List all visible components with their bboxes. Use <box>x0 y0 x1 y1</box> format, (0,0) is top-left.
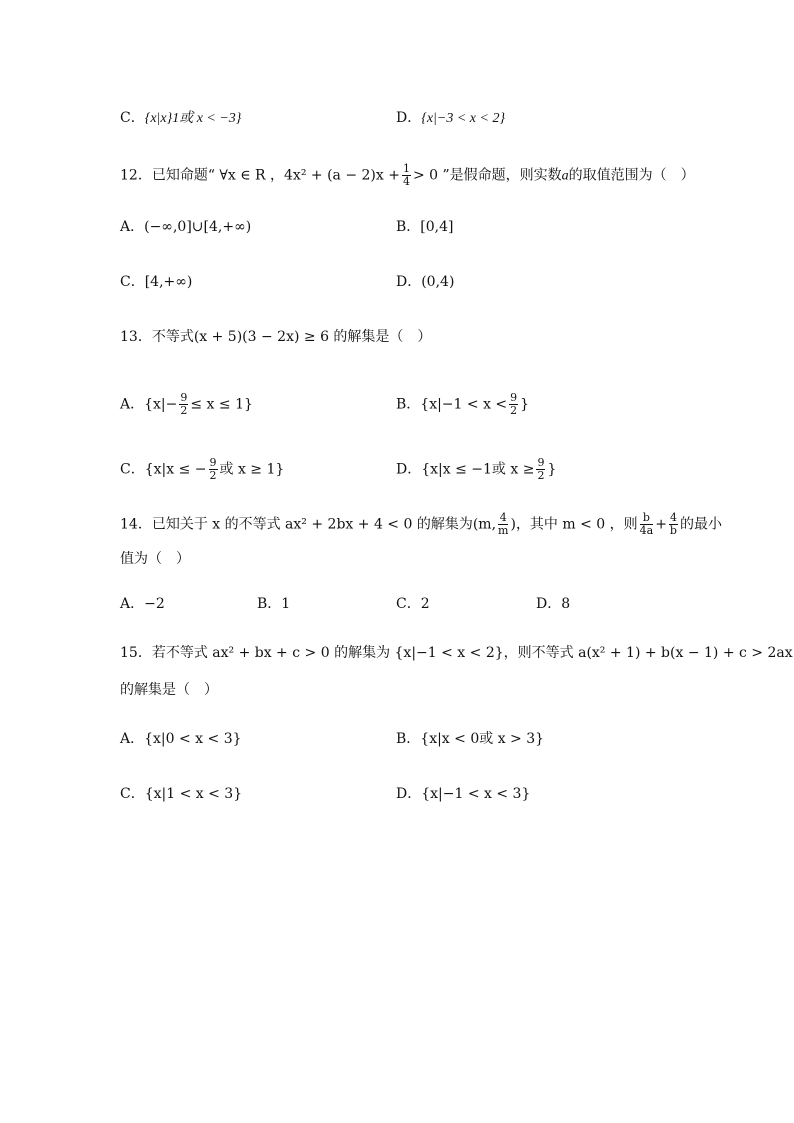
q15-option-b: B．{x|x < 0或 x > 3} <box>396 731 545 747</box>
fraction-denominator: 2 <box>180 404 188 417</box>
fraction-numerator: 4 <box>499 511 507 524</box>
q12-option-b: B．[0,4] <box>396 219 454 235</box>
fraction-denominator: 4a <box>639 524 654 537</box>
option-fraction <box>209 457 218 482</box>
q15-stem-line1: 15．若不等式 ax² + bx + c > 0 的解集为 {x|−1 < x < 2}，则不等式 a(x² + 1) + b(x − 1) + c > 2ax <box>120 645 793 661</box>
option-fraction <box>179 392 188 417</box>
fraction-numerator: 9 <box>510 391 518 404</box>
q12-option-d: D．(0,4) <box>396 274 455 290</box>
fraction-numerator: 4 <box>669 511 677 524</box>
q12-stem-part2: > 0 ”是假命题，则实数 <box>412 167 562 184</box>
option-pre: D．{x|x ≤ −1或 x ≥ <box>396 461 535 478</box>
fraction-denominator: 2 <box>209 469 217 482</box>
q11-option-d <box>396 108 505 129</box>
q14-stem-line2: 值为（ ） <box>120 551 190 567</box>
q14-stem <box>120 512 722 537</box>
q13-stem: 13．不等式(x + 5)(3 − 2x) ≥ 6 的解集是（ ） <box>120 329 432 345</box>
fraction-numerator: 9 <box>537 456 545 469</box>
fraction-denominator: 2 <box>537 469 545 482</box>
q14-interval-pre: (m, <box>472 516 497 533</box>
q12-stem <box>120 163 695 188</box>
option-fraction <box>536 457 545 482</box>
q14-option-a: A．−2 <box>120 596 165 612</box>
q12-stem-part3: 的取值范围为（ ） <box>568 167 695 184</box>
option-expr: {x|x}1或 x < −3} <box>144 111 242 126</box>
option-post: ≤ x ≤ 1} <box>190 396 253 413</box>
option-post: } <box>547 461 557 478</box>
fraction-denominator: b <box>669 524 677 537</box>
option-pre: A．{x|− <box>120 396 178 413</box>
q13-option-d <box>396 457 556 482</box>
option-post: } <box>520 396 530 413</box>
option-expr: {x|−3 < x < 2} <box>421 111 506 126</box>
fraction-denominator: 4 <box>402 175 410 188</box>
fraction-denominator: 2 <box>510 404 518 417</box>
q12-variable: a <box>561 168 569 184</box>
q14-fraction-2 <box>669 512 678 537</box>
option-fraction <box>509 392 518 417</box>
q12-fraction <box>402 163 411 188</box>
q14-option-b: B．1 <box>257 596 291 612</box>
q14-plus: + <box>655 516 667 533</box>
fraction-numerator: 9 <box>180 391 188 404</box>
q12-option-a: A．(−∞,0]∪[4,+∞) <box>120 219 252 235</box>
q12-option-c: C．[4,+∞) <box>120 274 193 290</box>
option-label: D． <box>396 110 422 126</box>
fraction-numerator: 1 <box>402 162 410 175</box>
q15-stem-line2: 的解集是（ ） <box>120 682 218 698</box>
fraction-numerator: 9 <box>209 456 217 469</box>
q15-option-c: C．{x|1 < x < 3} <box>120 786 243 802</box>
option-pre: B．{x|−1 < x < <box>396 396 508 413</box>
option-pre: C．{x|x ≤ − <box>120 461 207 478</box>
q15-option-a: A．{x|0 < x < 3} <box>120 731 242 747</box>
q14-interval-fraction <box>498 512 508 537</box>
fraction-numerator: b <box>640 512 654 525</box>
q13-option-b <box>396 392 529 417</box>
q12-stem-part1: 12．已知命题“ ∀x ∈ R ，4x² + (a − 2)x + <box>120 167 400 184</box>
q14-option-d: D．8 <box>536 596 571 612</box>
q14-stem-part2: ，其中 m < 0 ，则 <box>515 516 638 533</box>
q14-stem-part1: 14．已知关于 x 的不等式 ax² + 2bx + 4 < 0 的解集为 <box>120 516 473 533</box>
q14-interval-post: ) <box>510 516 516 533</box>
q13-option-c <box>120 457 284 482</box>
q13-option-a <box>120 392 253 417</box>
q14-fraction-1 <box>640 512 654 537</box>
q11-option-c <box>120 108 241 129</box>
fraction-denominator: m <box>498 524 509 537</box>
q14-stem-part3: 的最小 <box>679 516 722 533</box>
q14-option-c: C．2 <box>396 596 430 612</box>
option-label: C． <box>120 110 145 126</box>
option-post: 或 x ≥ 1} <box>219 461 285 478</box>
q15-option-d: D．{x|−1 < x < 3} <box>396 786 531 802</box>
